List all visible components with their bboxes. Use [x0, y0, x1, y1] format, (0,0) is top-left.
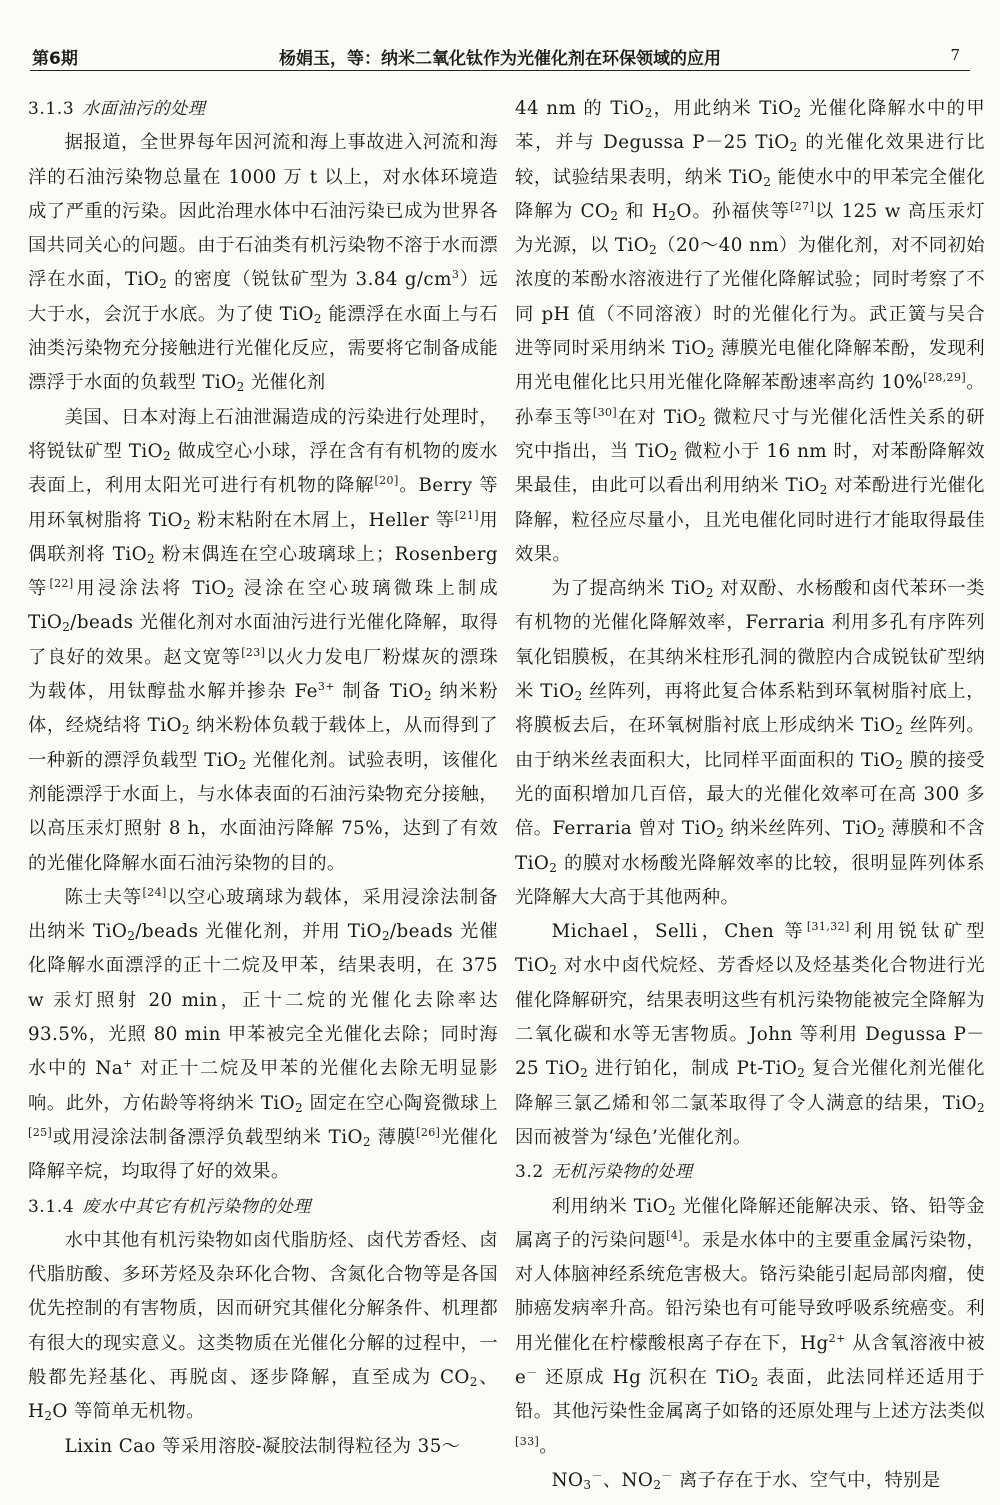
paragraph: $NO_3^-$、$NO_2^-$ 离子存在于水、空气中，特别是 — [551, 1468, 941, 1492]
paragraph: 陈士夫等[24]以空心玻璃球为载体，采用浸涂法制备出纳米 TiO$_2$/beads 光催化剂，并用 TiO$_2$/beads 光催化降解水面漂浮的正十二烷及甲苯，结果表明，在 375 w 汞灯照射 20 min，正十二烷的光催化去除率达 93.5%，光照 80 min 甲苯被完全光催化去除；同时海水中的 Na+ 对正十二烷及甲苯的光催化去除无明显影响。此外，方佑龄等将纳米 TiO$_2$ 固定在空心陶瓷微球上[25]或用浸涂法制备漂浮负载型纳米 TiO$_2$ 薄膜[26]光催化降解辛烷，均取得了好的效果。 — [28, 885, 499, 1183]
citation: [24] — [142, 885, 167, 899]
section-heading-3-2: 3.2 无机污染物的处理 — [515, 1162, 693, 1183]
citation: [30] — [592, 405, 618, 419]
citation: [4] — [666, 1228, 683, 1242]
citation: [23] — [241, 645, 266, 659]
citation: [22] — [49, 577, 74, 591]
right-column — [515, 92, 985, 1498]
issue-number: 第6期 — [32, 49, 78, 69]
paragraph-continued: 44 nm 的 TiO$_2$，用此纳米 TiO$_2$ 光催化降解水中的甲苯，并与 Degussa P－25 TiO$_2$ 的光催化效果进行比较，试验结果表明，纳米 TiO$_2$ 能使水中的甲苯完全催化降解为 $CO_2$ 和 $H_2O$。孙福侠等[27]以 125 w 高压汞灯为光源，以 TiO$_2$（20～40 nm）为催化剂，对不同初始浓度的苯酚水溶液进行了光催化降解试验；同时考察了不同 pH 值（不同溶液）时的光催化行为。武正簧与吴合进等同时采用纳米 TiO$_2$ 薄膜光电催化降解苯酚，发现利用光电催化比只用光催化降解苯酚速率高约 10%[28,29]。孙奉玉等[30]在对 TiO$_2$ 微粒尺寸与光催化活性关系的研究中指出，当 TiO$_2$ 微粒小于 16 nm 时，对苯酚降解效果最佳，由此可以看出利用纳米 TiO$_2$ 对苯酚进行光催化降解，粒径应尽量小，且光电催化同时进行才能取得最佳效果。 — [515, 98, 986, 565]
citation: [25] — [28, 1125, 53, 1139]
left-column — [28, 92, 498, 1464]
paragraph: 水中其他有机污染物如卤代脂肪烃、卤代芳香烃、卤代脂肪酸、多环芳烃及杂环化合物、含氮化合物等是各国优先控制的有害物质，因而研究其催化分解条件、机理都有很大的现实意义。这类物质在光催化分解的过程中，一般都先羟基化、再脱卤、逐步降解，直至成为 $CO_2$、$H_2O$ 等简单无机物。 — [28, 1229, 498, 1424]
citation: [26] — [416, 1125, 441, 1139]
citation: [31,32] — [806, 920, 850, 934]
citation: [20] — [374, 474, 399, 488]
citation: [21] — [454, 508, 479, 522]
paragraph: 据报道，全世界每年因河流和海上事故进入河流和海洋的石油污染物总量在 1000 万 t 以上，对水体环境造成了严重的污染。因此治理水体中石油污染已成为世界各国共同关心的问题。由于石油类有机污染物不溶于水而漂浮在水面，TiO$_2$ 的密度（锐钛矿型为 3.84 $g/cm^3$）远大于水，会沉于水底。为了使 TiO$_2$ 能漂浮在水面上与石油类污染物充分接触进行光催化反应，需要将它制备成能漂浮于水面的负载型 TiO$_2$ 光催化剂 — [28, 132, 498, 395]
section-heading-3-1-4: 3.1.4 废水中其它有机污染物的处理 — [28, 1196, 312, 1217]
page-number: 7 — [950, 46, 960, 64]
running-title: 杨娟玉，等：纳米二氧化钛作为光催化剂在环保领域的应用 — [279, 49, 721, 69]
paragraph: 美国、日本对海上石油泄漏造成的污染进行处理时，将锐钛矿型 TiO$_2$ 做成空心小球，浮在含有有机物的废水表面上，利用太阳光可进行有机物的降解[20]。Berry 等用环氧树脂将 TiO$_2$ 粉末粘附在木屑上，Heller 等[21]用偶联剂将 TiO$_2$ 粉末偶连在空心玻璃球上；Rosenberg 等[22]用浸涂法将 TiO$_2$ 浸涂在空心玻璃微珠上制成 TiO$_2$/beads 光催化剂对水面油污进行光催化降解，取得了良好的效果。赵文宽等[23]以火力发电厂粉煤灰的漂珠为载体，用钛醇盐水解并掺杂 $Fe^{3+}$ 制备 TiO$_2$ 纳米粉体，经烧结将 TiO$_2$ 纳米粉体负载于载体上，从而得到了一种新的漂浮负载型 TiO$_2$ 光催化剂。试验表明，该催化剂能漂浮于水面上，与水体表面的石油污染物充分接触，以高压汞灯照射 8 h，水面油污降解 75%，达到了有效的光催化降解水面石油污染物的目的。 — [28, 406, 499, 874]
paragraph: 利用纳米 TiO$_2$ 光催化降解还能解决汞、铬、铅等金属离子的污染问题[4]。汞是水体中的主要重金属污染物，对人体脑神经系统危害极大。铬污染能引起局部肉瘤，使肺癌发病率升高。铅污染也有可能导致呼吸系统癌变。利用光催化在柠檬酸根离子存在下，$Hg^{2+}$ 从含氧溶液中被 e－ 还原成 Hg 沉积在 TiO$_2$ 表面，此法同样还适用于铅。其他污染性金属离子如铬的还原处理与上述方法类似[33]。 — [515, 1195, 986, 1457]
citation: [33] — [515, 1434, 540, 1448]
section-heading-3-1-3: 3.1.3 水面油污的处理 — [28, 99, 206, 119]
paragraph: 为了提高纳米 TiO$_2$ 对双酚、水杨酸和卤代苯环一类有机物的光催化降解效率，Ferraria 利用多孔有序阵列氧化铝膜板，在其纳米柱形孔洞的微腔内合成锐钛矿型纳米 TiO$_2$ 丝阵列，再将此复合体系粘到环氧树脂衬底上，将膜板去后，在环氧树脂衬底上形成纳米 TiO$_2$ 丝阵列。由于纳米丝表面积大，比同样平面面积的 TiO$_2$ 膜的接受光的面积增加几百倍，最大的光催化效率可在高 300 多倍。Ferraria 曾对 TiO$_2$ 纳米丝阵列、TiO$_2$ 薄膜和不含 TiO$_2$ 的膜对水杨酸光降解效率的比较，很明显阵列体系光降解大大高于其他两种。 — [515, 578, 985, 908]
running-header — [30, 40, 970, 71]
citation: [28,29] — [923, 371, 967, 385]
citation: [27] — [790, 199, 815, 213]
paragraph: Michael，Selli，Chen 等[31,32]利用锐钛矿型 TiO$_2$ 对水中卤代烷烃、芳香烃以及烃基类化合物进行光催化降解研究，结果表明这些有机污染物能被完全降解为二氧化碳和水等无害物质。John 等利用 Degussa P－25 TiO$_2$ 进行铂化，制成 Pt-TiO$_2$ 复合光催化剂光催化降解三氯乙烯和邻二氯苯取得了令人满意的结果，TiO$_2$ 因而被誉为‘绿色’光催化剂。 — [515, 920, 985, 1148]
paragraph: Lixin Cao 等采用溶胶-凝胶法制得粒径为 35～ — [64, 1435, 461, 1457]
